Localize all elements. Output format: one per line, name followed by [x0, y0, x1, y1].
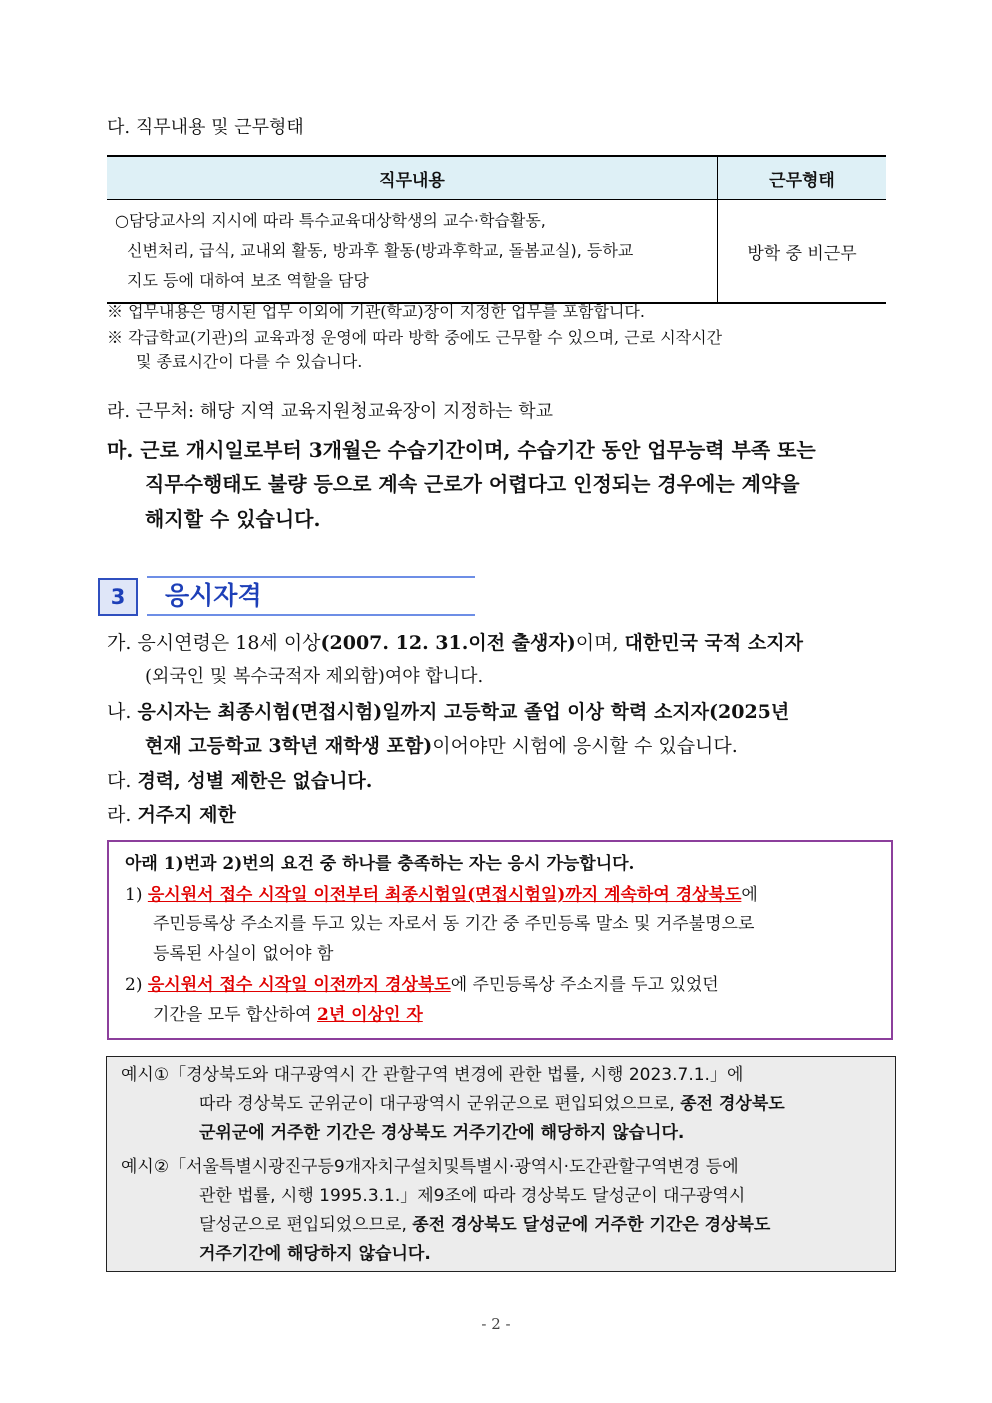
qual-ga-nationality: 대한민국 국적 소지자	[624, 632, 803, 654]
qual-da-text: 경력, 성별 제한은 없습니다.	[137, 770, 373, 792]
qual-ra-prefix: 라.	[107, 804, 138, 826]
subsection-da-title: 다. 직무내용 및 근무형태	[107, 117, 304, 138]
duty-line-3: 지도 등에 대하여 보조 역할을 담당	[127, 271, 369, 290]
qual-ga-prefix: 가. 응시연령은 18세 이상	[107, 632, 321, 654]
ex2-line-3	[199, 1211, 770, 1239]
ex2-line-2: 관한 법률, 시행 1995.3.1.」제9조에 따라 경상북도 달성군이 대구광역시	[199, 1186, 746, 1206]
ex2-label: 예시②	[121, 1157, 170, 1177]
qual-ga-line-1	[107, 628, 803, 658]
box-item1-red: 응시원서 접수 시작일 이전부터 최종시험일(면접시험일)까지 계속하여 경상북도	[147, 885, 742, 905]
box-item2-line-2	[153, 1003, 423, 1027]
box-item2-line-1	[125, 973, 719, 997]
section-title: 응시자격	[147, 576, 475, 616]
ex2-text-1: 「서울특별시광진구등9개자치구설치및특별시·광역시·도간관할구역변경 등에	[169, 1157, 739, 1177]
table-row	[107, 200, 886, 304]
ex2-text-3-bold: 종전 경상북도 달성군에 거주한 기간은 경상북도	[412, 1215, 771, 1235]
ex2-line-4: 거주기간에 해당하지 않습니다.	[199, 1244, 431, 1264]
qual-ga-line-2: (외국인 및 복수국적자 제외함)여야 합니다.	[145, 666, 484, 687]
probation-line-1: 마. 근로 개시일로부터 3개월은 수습기간이며, 수습기간 동안 업무능력 부족 또는	[107, 438, 816, 462]
qual-ra	[107, 800, 236, 830]
box-item2-prefix: 기간을 모두 합산하여	[153, 1005, 318, 1025]
subsection-ra-workplace: 라. 근무처: 해당 지역 교육지원청교육장이 지정하는 학교	[107, 401, 554, 422]
section-number: 3	[98, 578, 138, 616]
box-item1-line-3: 등록된 사실이 없어야 함	[153, 944, 334, 964]
qual-na-rest: 이어야만 시험에 응시할 수 있습니다.	[432, 735, 738, 757]
box-item1-line-1	[125, 883, 758, 907]
box-item2-num: 2)	[125, 975, 143, 995]
examples-box	[106, 1056, 896, 1272]
qual-ra-text: 거주지 제한	[137, 804, 236, 826]
qual-ga-birth: (2007. 12. 31.이전 출생자)	[320, 632, 576, 654]
note-3: 및 종료시간이 다를 수 있습니다.	[136, 352, 363, 371]
page-number: - 2 -	[481, 1315, 511, 1333]
residency-requirement-box	[107, 840, 893, 1040]
qual-na-line-2	[145, 731, 738, 761]
ex2-line-1	[121, 1153, 739, 1181]
header-work-form: 근무형태	[718, 156, 887, 200]
work-form-value: 방학 중 비근무	[718, 200, 887, 304]
box-item2-tail: 에 주민등록상 주소지를 두고 있었던	[450, 975, 719, 995]
table-header-row	[107, 156, 886, 200]
box-item2-red: 응시원서 접수 시작일 이전까지 경상북도	[147, 975, 451, 995]
ex1-line-3: 군위군에 거주한 기간은 경상북도 거주기간에 해당하지 않습니다.	[199, 1123, 685, 1143]
ex1-line-2	[199, 1090, 785, 1118]
ex1-text-2-bold: 종전 경상북도	[680, 1094, 785, 1114]
duty-description	[107, 200, 718, 304]
duty-table	[107, 155, 886, 304]
qual-ga-mid: 이며,	[575, 632, 625, 654]
qual-da-prefix: 다.	[107, 770, 138, 792]
ex1-line-1	[121, 1061, 743, 1089]
qual-na-line-1	[107, 697, 789, 727]
box-heading: 아래 1)번과 2)번의 요건 중 하나를 충족하는 자는 응시 가능합니다.	[125, 854, 635, 874]
box-item2-red2: 2년 이상인 자	[317, 1005, 423, 1025]
duty-line-2: 신변처리, 급식, 교내외 활동, 방과후 활동(방과후학교, 돌봄교실), 등하교	[127, 241, 634, 260]
ex1-text-1: 「경상북도와 대구광역시 간 관할구역 변경에 관한 법률, 시행 2023.7.1.」에	[169, 1065, 744, 1085]
probation-line-3: 해지할 수 있습니다.	[145, 507, 321, 531]
header-duty: 직무내용	[107, 156, 718, 200]
ex1-label: 예시①	[121, 1065, 170, 1085]
duty-line-1: ○담당교사의 지시에 따라 특수교육대상학생의 교수·학습활동,	[115, 211, 546, 230]
qual-na-education: 응시자는 최종시험(면접시험)일까지 고등학교 졸업 이상 학력 소지자(2025년	[137, 701, 790, 723]
ex2-text-3: 달성군으로 편입되었으므로,	[199, 1215, 413, 1235]
probation-line-2: 직무수행태도 불량 등으로 계속 근로가 어렵다고 인정되는 경우에는 계약을	[145, 472, 800, 496]
ex1-text-2: 따라 경상북도 군위군이 대구광역시 군위군으로 편입되었으므로,	[199, 1094, 681, 1114]
box-item1-tail: 에	[741, 885, 758, 905]
qual-na-prefix: 나.	[107, 701, 138, 723]
box-item1-num: 1)	[125, 885, 143, 905]
note-2: ※ 각급학교(기관)의 교육과정 운영에 따라 방학 중에도 근무할 수 있으며, 근로 시작시간	[107, 328, 723, 347]
box-item1-line-2: 주민등록상 주소지를 두고 있는 자로서 동 기간 중 주민등록 말소 및 거주불명으로	[153, 914, 755, 934]
qual-na-student: 현재 고등학교 3학년 재학생 포함)	[145, 735, 433, 757]
note-1: ※ 업무내용은 명시된 업무 이외에 기관(학교)장이 지정한 업무를 포함합니다.	[107, 302, 645, 321]
qual-da	[107, 766, 372, 796]
